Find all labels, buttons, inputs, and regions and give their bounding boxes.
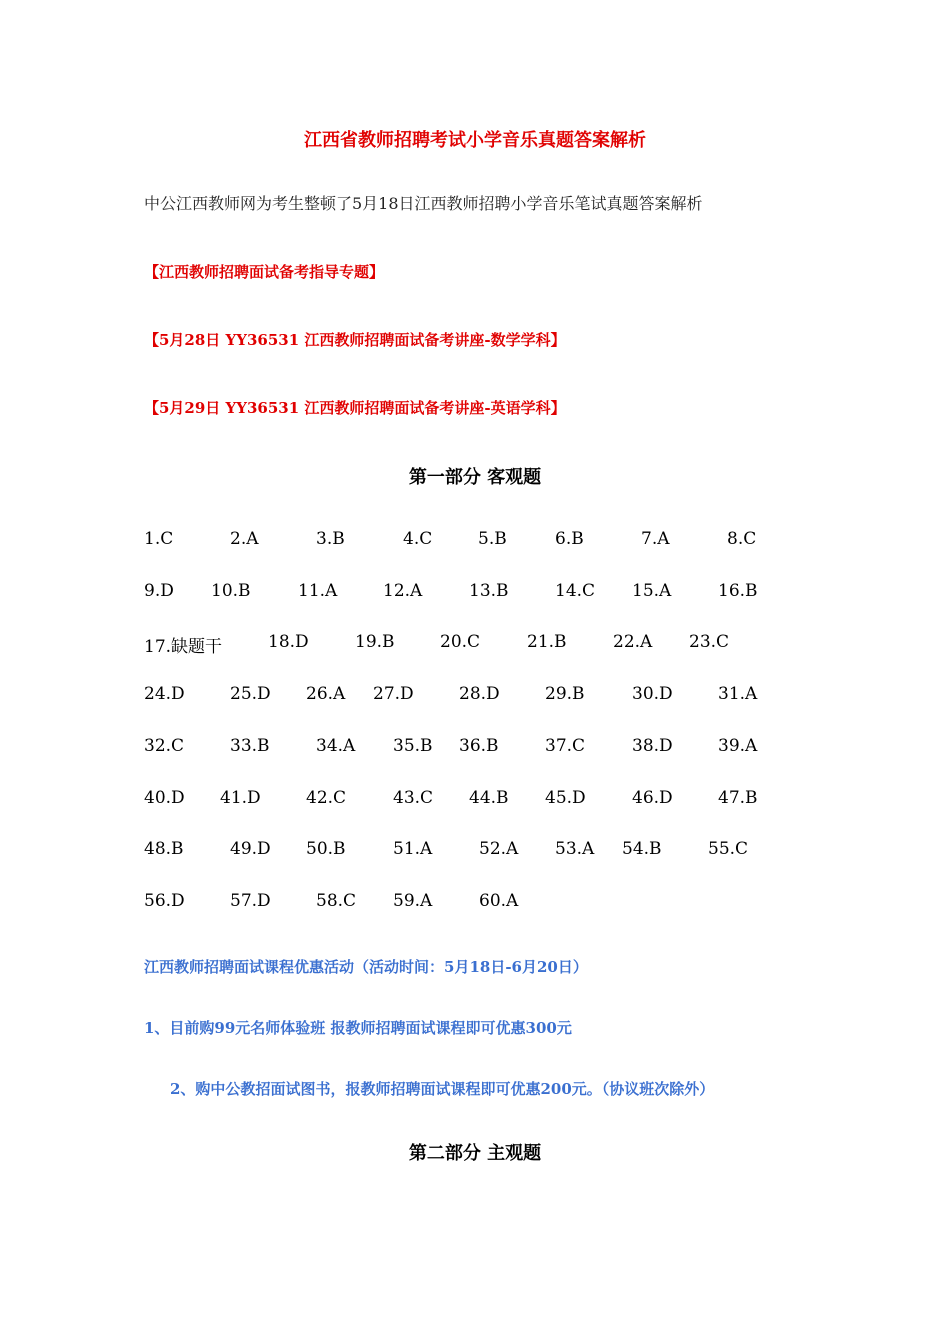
answer-item: 34.A	[316, 736, 356, 756]
answer-item: 41.D	[220, 788, 261, 808]
answer-item: 55.C	[708, 839, 749, 859]
answer-item: 33.B	[230, 736, 270, 756]
answer-item: 44.B	[469, 788, 509, 808]
answer-item: 38.D	[632, 736, 673, 756]
link-lecture-math[interactable]: 【5月28日 YY36531 江西教师招聘面试备考讲座-数学学科】	[144, 331, 566, 349]
answer-item: 6.B	[555, 529, 584, 549]
answer-item: 23.C	[689, 632, 730, 652]
intro-text: 中公江西教师网为考生整顿了5月18日江西教师招聘小学音乐笔试真题答案解析	[144, 194, 703, 213]
answer-item: 25.D	[230, 684, 271, 704]
answer-item: 36.B	[459, 736, 499, 756]
link-interview-guide[interactable]: 【江西教师招聘面试备考指导专题】	[144, 263, 385, 281]
answer-item: 60.A	[479, 891, 519, 911]
answer-item: 15.A	[632, 581, 672, 601]
answer-item: 37.C	[545, 736, 586, 756]
answer-item: 14.C	[555, 581, 596, 601]
answer-item: 18.D	[268, 632, 309, 652]
answer-item: 48.B	[144, 839, 184, 859]
answer-item: 8.C	[727, 529, 757, 549]
answer-item: 21.B	[527, 632, 567, 652]
answer-item: 30.D	[632, 684, 673, 704]
answer-item: 26.A	[306, 684, 346, 704]
answer-item: 28.D	[459, 684, 500, 704]
link-lecture-english[interactable]: 【5月29日 YY36531 江西教师招聘面试备考讲座-英语学科】	[144, 399, 566, 417]
answer-item: 39.A	[718, 736, 758, 756]
answer-item: 4.C	[403, 529, 433, 549]
answer-item: 46.D	[632, 788, 673, 808]
answer-item: 47.B	[718, 788, 758, 808]
answer-item: 24.D	[144, 684, 185, 704]
answer-item: 50.B	[306, 839, 346, 859]
answer-item: 13.B	[469, 581, 509, 601]
answer-item: 40.D	[144, 788, 185, 808]
answer-item: 58.C	[316, 891, 357, 911]
answer-item: 7.A	[641, 529, 670, 549]
answer-item: 19.B	[355, 632, 395, 652]
answer-item: 59.A	[393, 891, 433, 911]
answer-item: 43.C	[393, 788, 434, 808]
answer-item: 32.C	[144, 736, 185, 756]
answer-item: 27.D	[373, 684, 414, 704]
answer-item: 56.D	[144, 891, 185, 911]
answer-item: 9.D	[144, 581, 174, 601]
answer-item: 22.A	[613, 632, 653, 652]
answer-item: 17.缺题干	[144, 637, 223, 657]
promo-item-2[interactable]: 2、购中公教招面试图书，报教师招聘面试课程即可优惠200元。（协议班次除外）	[170, 1080, 715, 1098]
answer-item: 20.C	[440, 632, 481, 652]
answer-item: 31.A	[718, 684, 758, 704]
answer-item: 35.B	[393, 736, 433, 756]
promo-item-1[interactable]: 1、目前购99元名师体验班 报教师招聘面试课程即可优惠300元	[144, 1019, 572, 1037]
answer-item: 57.D	[230, 891, 271, 911]
section-objective-heading: 第一部分 客观题	[408, 467, 542, 488]
answer-item: 3.B	[316, 529, 345, 549]
section-subjective-heading: 第二部分 主观题	[408, 1143, 542, 1164]
answer-item: 16.B	[718, 581, 758, 601]
answer-item: 11.A	[298, 581, 338, 601]
answer-item: 2.A	[230, 529, 259, 549]
document-title: 江西省教师招聘考试小学音乐真题答案解析	[304, 130, 646, 151]
answer-item: 45.D	[545, 788, 586, 808]
answer-item: 12.A	[383, 581, 423, 601]
answer-item: 52.A	[479, 839, 519, 859]
answer-item: 53.A	[555, 839, 595, 859]
answer-item: 51.A	[393, 839, 433, 859]
answer-item: 49.D	[230, 839, 271, 859]
answer-item: 10.B	[211, 581, 251, 601]
promo-title[interactable]: 江西教师招聘面试课程优惠活动（活动时间：5月18日-6月20日）	[144, 958, 588, 976]
answer-item: 5.B	[478, 529, 507, 549]
answer-item: 42.C	[306, 788, 347, 808]
answer-item: 54.B	[622, 839, 662, 859]
answer-item: 29.B	[545, 684, 585, 704]
answer-item: 1.C	[144, 529, 174, 549]
